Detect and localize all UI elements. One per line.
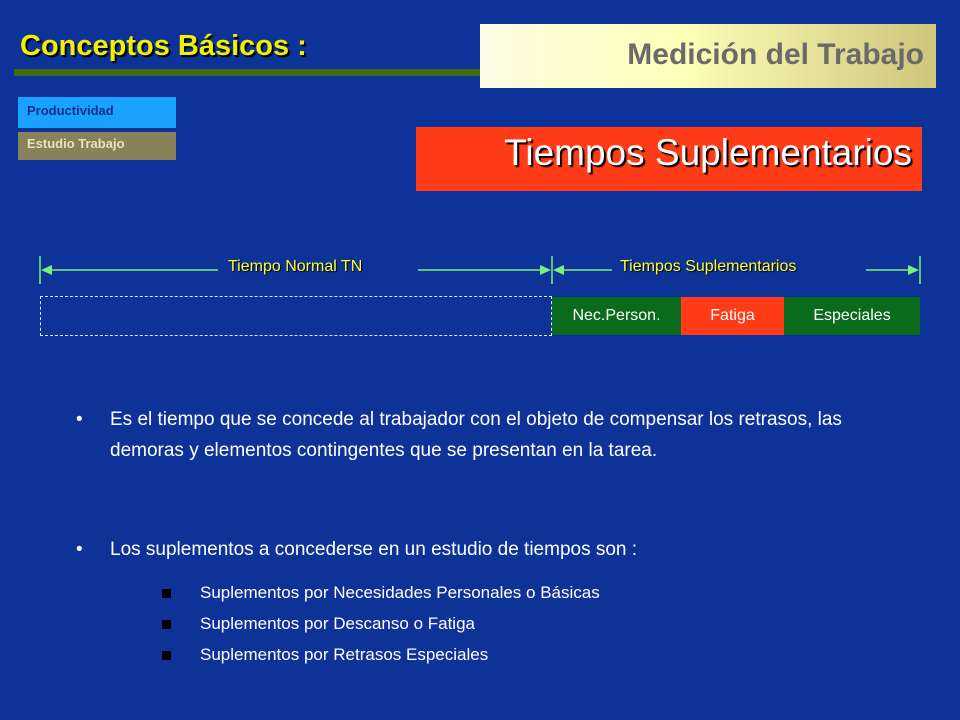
arrowhead-icon: [553, 265, 564, 275]
segment-special: Especiales: [784, 297, 920, 335]
square-bullet-icon: [162, 589, 171, 598]
nav-item-estudio-trabajo[interactable]: Estudio Trabajo: [18, 132, 176, 160]
bullet-icon: •: [76, 409, 83, 430]
list-item-text: Suplementos por Retrasos Especiales: [200, 645, 489, 664]
normal-time-label: Tiempo Normal TN: [228, 258, 363, 275]
arrowhead-icon: [540, 265, 551, 275]
arrowhead-right-icon: [908, 265, 919, 275]
supplementary-time-label: Tiempos Suplementarios: [620, 258, 797, 275]
section-title: Tiempos Suplementarios: [504, 132, 912, 173]
arrowhead-left-icon: [41, 265, 52, 275]
bullet-icon: •: [76, 539, 83, 560]
header-title: Conceptos Básicos :: [20, 30, 307, 62]
normal-time-box: [40, 296, 552, 336]
bullet-text: Es el tiempo que se concede al trabajador con el objeto de compensar los retrasos, las demoras y elementos contingentes que se presentan en la tarea.: [110, 409, 842, 461]
square-bullet-icon: [162, 651, 171, 660]
nav-item-productividad[interactable]: Productividad: [18, 97, 176, 128]
square-bullet-icon: [162, 620, 171, 629]
bullet-text: Los suplementos a concederse en un estudio de tiempos son :: [110, 539, 638, 560]
subject-title: Medición del Trabajo: [627, 38, 924, 71]
segment-personal-needs: Nec.Person.: [552, 297, 681, 335]
segment-fatigue: Fatiga: [681, 297, 784, 335]
list-item-text: Suplementos por Descanso o Fatiga: [200, 614, 475, 633]
list-item-text: Suplementos por Necesidades Personales o Básicas: [200, 583, 600, 602]
